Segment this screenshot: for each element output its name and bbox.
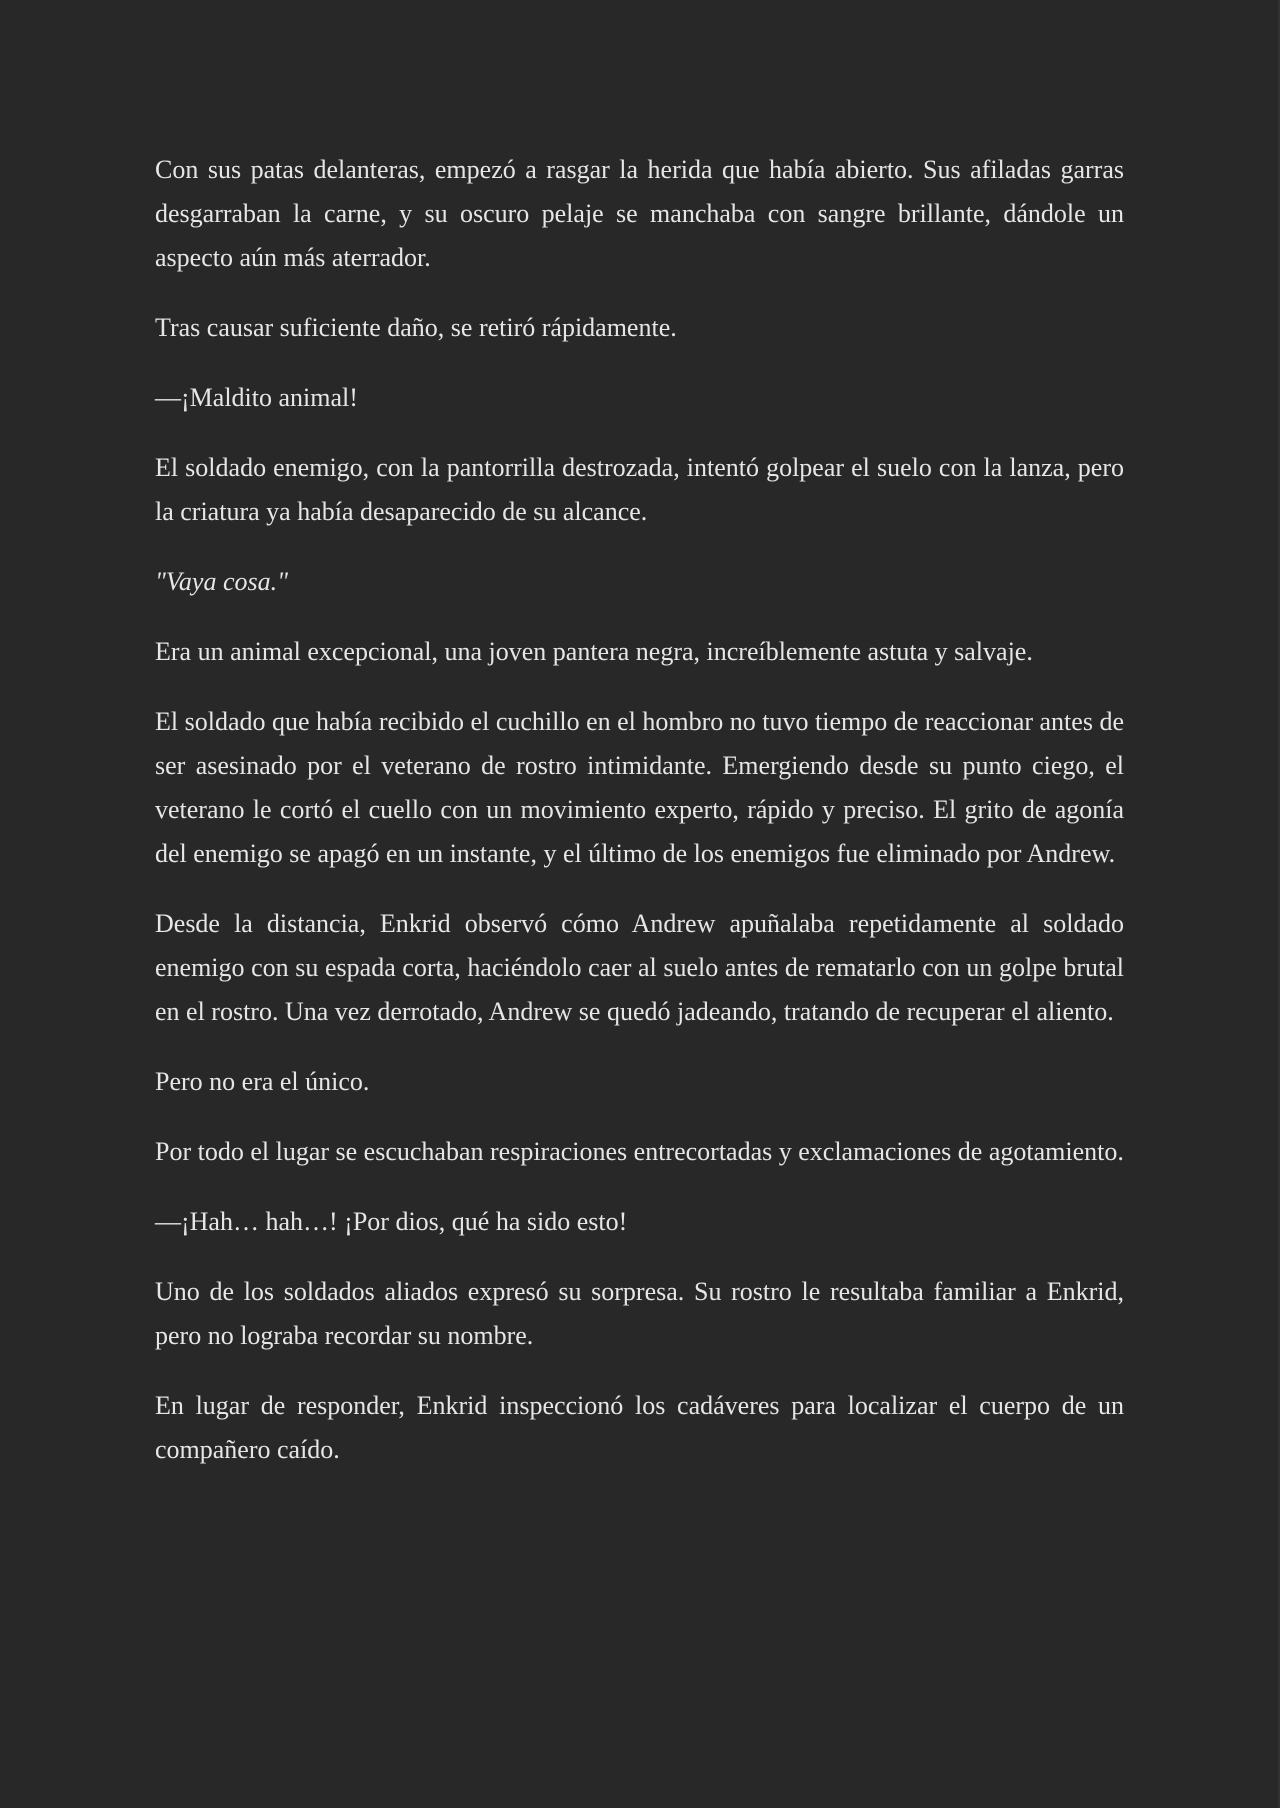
- dialogue-line: —¡Hah… hah…! ¡Por dios, qué ha sido esto!: [155, 1207, 628, 1236]
- inner-thought: "Vaya cosa.": [155, 567, 289, 596]
- paragraph: El soldado enemigo, con la pantorrilla destrozada, intentó golpear el suelo con la lanza, pero la criatura ya había desaparecido de su alcance.: [155, 453, 1124, 526]
- paragraph: Por todo el lugar se escuchaban respiraciones entrecortadas y exclamaciones de agotamiento.: [155, 1137, 1124, 1166]
- paragraph: Desde la distancia, Enkrid observó cómo Andrew apuñalaba repetidamente al soldado enemigo con su espada corta, haciéndolo caer al suelo antes de rematarlo con un golpe brutal en el rostro. Una vez derrotado, Andrew se quedó jadeando, tratando de recuperar el aliento.: [155, 909, 1124, 1026]
- paragraph: Pero no era el único.: [155, 1067, 370, 1096]
- reader-content: [155, 148, 1124, 1498]
- paragraph: Tras causar suficiente daño, se retiró rápidamente.: [155, 313, 677, 342]
- paragraph: En lugar de responder, Enkrid inspeccionó los cadáveres para localizar el cuerpo de un compañero caído.: [155, 1391, 1124, 1464]
- paragraph: El soldado que había recibido el cuchillo en el hombro no tuvo tiempo de reaccionar antes de ser asesinado por el veterano de rostro intimidante. Emergiendo desde su punto ciego, el veterano le cortó el cuello con un movimiento experto, rápido y preciso. El grito de agonía del enemigo se apagó en un instante, y el último de los enemigos fue eliminado por Andrew.: [155, 707, 1124, 868]
- dialogue-line: —¡Maldito animal!: [155, 383, 358, 412]
- paragraph: Uno de los soldados aliados expresó su sorpresa. Su rostro le resultaba familiar a Enkrid, pero no lograba recordar su nombre.: [155, 1277, 1124, 1350]
- paragraph: Con sus patas delanteras, empezó a rasgar la herida que había abierto. Sus afiladas garras desgarraban la carne, y su oscuro pelaje se manchaba con sangre brillante, dándole un aspecto aún más aterrador.: [155, 155, 1124, 272]
- paragraph: Era un animal excepcional, una joven pantera negra, increíblemente astuta y salvaje.: [155, 637, 1033, 666]
